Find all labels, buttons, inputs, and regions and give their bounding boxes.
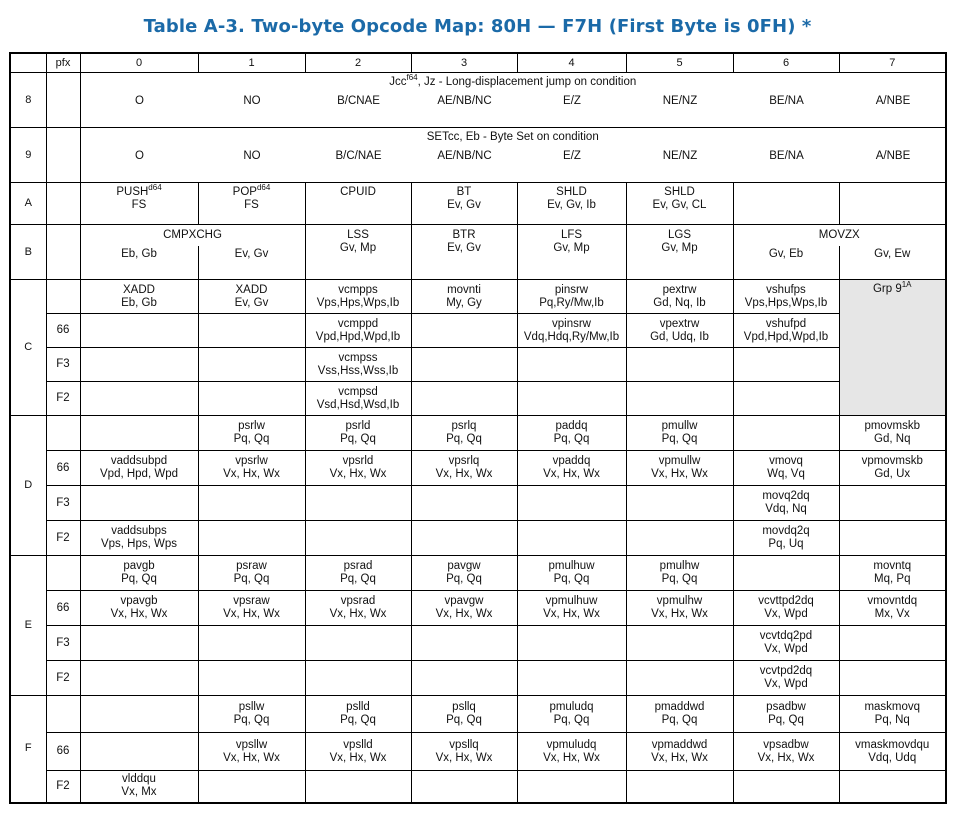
pfx-cell: 66 [46, 733, 80, 771]
opcode-cell [411, 348, 517, 382]
pfx-cell: 66 [46, 314, 80, 348]
row-label-e: E [10, 556, 46, 696]
opcode-cell: pinsrw Pq,Ry/Mw,Ib [517, 280, 626, 314]
opcode-cell: vpextrw Gd, Udq, Ib [626, 314, 733, 348]
opcode-cell: SHLD Ev, Gv, Ib [517, 183, 626, 225]
opcode-cell: BE/NA [769, 95, 804, 107]
opcode-cell: vpsrlq Vx, Hx, Wx [411, 451, 517, 486]
opcode-cell [411, 314, 517, 348]
opcode-cell: AE/NB/NC [437, 150, 492, 162]
opcode-cell [517, 348, 626, 382]
opcode-cell [80, 314, 198, 348]
opcode-cell: BE/NA [769, 150, 804, 162]
opcode-cell: vpavgb Vx, Hx, Wx [80, 591, 198, 626]
opcode-cell [517, 382, 626, 416]
opcode-cell [305, 661, 411, 696]
opcode-cell: vpsraw Vx, Hx, Wx [198, 591, 305, 626]
opcode-cell [839, 661, 946, 696]
table-row [10, 696, 946, 733]
opcode-cell: vpmulhuw Vx, Hx, Wx [517, 591, 626, 626]
opcode-cell: B/C/NAE [335, 150, 382, 162]
opcode-cell [839, 521, 946, 556]
opcode-cell: XADD Eb, Gb [80, 280, 198, 314]
pfx-cell: F2 [46, 382, 80, 416]
header-col-6: 6 [733, 53, 839, 73]
opcode-cell [80, 626, 198, 661]
opcode-cell: movdq2q Pq, Uq [733, 521, 839, 556]
header-col-3: 3 [411, 53, 517, 73]
grp9-cell: Grp $9^{1A}$ [839, 280, 946, 416]
header-row [10, 53, 946, 73]
opcode-cell: psrad Pq, Qq [305, 556, 411, 591]
table-row [10, 280, 946, 314]
opcode-cell [305, 486, 411, 521]
opcode-cell [733, 183, 839, 225]
opcode-cell [198, 521, 305, 556]
pfx-cell: F3 [46, 486, 80, 521]
pfx-cell [46, 556, 80, 591]
table-row [10, 486, 946, 521]
opcode-cell: Gv, Ew [839, 246, 946, 280]
opcode-cell [80, 382, 198, 416]
row-label-a: A [10, 183, 46, 225]
opcode-cell: psadbw Pq, Qq [733, 696, 839, 733]
opcode-cell [80, 486, 198, 521]
opcode-cell: E/Z [563, 150, 581, 162]
opcode-cell: vpmulhw Vx, Hx, Wx [626, 591, 733, 626]
opcode-cell [517, 486, 626, 521]
table-row [10, 556, 946, 591]
pfx-cell: F3 [46, 626, 80, 661]
pfx-cell: F2 [46, 661, 80, 696]
opcode-cell [839, 626, 946, 661]
opcode-cell: vcmppd Vpd,Hpd,Wpd,Ib [305, 314, 411, 348]
opcode-cell: psllw Pq, Qq [198, 696, 305, 733]
opcode-cell [305, 771, 411, 803]
header-col-0: 0 [80, 53, 198, 73]
opcode-cell [198, 661, 305, 696]
opcode-cell: vpmaddwd Vx, Hx, Wx [626, 733, 733, 771]
opcode-cell [198, 314, 305, 348]
table-row [10, 771, 946, 803]
opcode-cell: A/NBE [875, 95, 911, 107]
opcode-cell [626, 626, 733, 661]
opcode-cell [80, 696, 198, 733]
row-label-b: B [10, 225, 46, 280]
pfx-cell [46, 183, 80, 225]
opcode-cell: psraw Pq, Qq [198, 556, 305, 591]
opcode-cell: O [135, 95, 144, 107]
opcode-cell: vmaskmovdqu Vdq, Udq [839, 733, 946, 771]
opcode-cell [517, 626, 626, 661]
opcode-cell [305, 521, 411, 556]
opcode-cell: vpmuludq Vx, Hx, Wx [517, 733, 626, 771]
opcode-cell: maskmovq Pq, Nq [839, 696, 946, 733]
header-pfx: pfx [46, 53, 80, 73]
opcode-cell [411, 626, 517, 661]
opcode-cell: $POP^{d64}$ FS [198, 183, 305, 225]
opcode-cell: pmulhuw Pq, Qq [517, 556, 626, 591]
table-row [10, 733, 946, 771]
opcode-cell [626, 348, 733, 382]
row-label-9: 9 [10, 128, 46, 183]
opcode-cell: Gv, Eb [733, 246, 839, 280]
opcode-cell: movq2dq Vdq, Nq [733, 486, 839, 521]
opcode-cell: psrlw Pq, Qq [198, 416, 305, 451]
opcode-cell [517, 771, 626, 803]
row-label-f: F [10, 696, 46, 803]
opcode-cell: pmulhw Pq, Qq [626, 556, 733, 591]
opcode-cell [626, 486, 733, 521]
table-row [10, 225, 946, 246]
pfx-cell: 66 [46, 591, 80, 626]
opcode-cell [626, 661, 733, 696]
opcode-cell: movntq Mq, Pq [839, 556, 946, 591]
opcode-cell: vpmovmskb Gd, Ux [839, 451, 946, 486]
opcode-cell [733, 416, 839, 451]
opcode-cell: pavgw Pq, Qq [411, 556, 517, 591]
opcode-cell: vcmpsd Vsd,Hsd,Wsd,Ib [305, 382, 411, 416]
opcode-cell: vpsadbw Vx, Hx, Wx [733, 733, 839, 771]
opcode-cell: vpsllq Vx, Hx, Wx [411, 733, 517, 771]
opcode-cell: psllq Pq, Qq [411, 696, 517, 733]
opcode-cell [198, 486, 305, 521]
opcode-cell: vmovq Wq, Vq [733, 451, 839, 486]
opcode-cell: LSS Gv, Mp [305, 225, 411, 280]
opcode-cell [411, 771, 517, 803]
opcode-cell [80, 661, 198, 696]
table-row [10, 591, 946, 626]
opcode-cell [517, 661, 626, 696]
opcode-cell: NO [243, 150, 261, 162]
pfx-cell: F2 [46, 521, 80, 556]
table-row [10, 314, 946, 348]
opcode-cell: A/NBE [875, 150, 911, 162]
jcc-group-title: Jcc$^{f64}$, Jz - Long-displacement jump on condition [389, 73, 637, 88]
row-label-c: C [10, 280, 46, 416]
opcode-cell: pmovmskb Gd, Nq [839, 416, 946, 451]
setcc-cells [81, 150, 947, 163]
header-col-1: 1 [198, 53, 305, 73]
opcode-cell [626, 771, 733, 803]
table-row [10, 348, 946, 382]
opcode-cell [733, 556, 839, 591]
opcode-cell: NE/NZ [662, 95, 698, 107]
opcode-cell: vcmpss Vss,Hss,Wss,Ib [305, 348, 411, 382]
table-row [10, 626, 946, 661]
opcode-cell: B/CNAE [337, 95, 380, 107]
pfx-cell [46, 73, 80, 128]
opcode-cell: vcvttpd2dq Vx, Wpd [733, 591, 839, 626]
opcode-cell [198, 771, 305, 803]
jcc-group [80, 73, 946, 128]
opcode-cell: vcmpps Vps,Hps,Wps,Ib [305, 280, 411, 314]
opcode-cell: psrlq Pq, Qq [411, 416, 517, 451]
opcode-cell: vcvtpd2dq Vx, Wpd [733, 661, 839, 696]
opcode-cell: vaddsubps Vps, Hps, Wps [80, 521, 198, 556]
opcode-cell [733, 382, 839, 416]
opcode-cell [411, 486, 517, 521]
opcode-cell: vshufpd Vpd,Hpd,Wpd,Ib [733, 314, 839, 348]
opcode-cell: O [135, 150, 144, 162]
opcode-cell: movnti My, Gy [411, 280, 517, 314]
opcode-cell [626, 382, 733, 416]
table-title: Table A-3. Two-byte Opcode Map: 80H — F7H (First Byte is 0FH) * [143, 16, 812, 37]
pfx-cell [46, 696, 80, 733]
opcode-cell: LGS Gv, Mp [626, 225, 733, 280]
opcode-cell: paddq Pq, Qq [517, 416, 626, 451]
opcode-cell [626, 521, 733, 556]
table-row [10, 661, 946, 696]
opcode-cell [839, 183, 946, 225]
opcode-cell: vpavgw Vx, Hx, Wx [411, 591, 517, 626]
pfx-cell [46, 280, 80, 314]
table-row [10, 73, 946, 128]
table-row [10, 382, 946, 416]
opcode-cell: pmuludq Pq, Qq [517, 696, 626, 733]
pfx-cell [46, 416, 80, 451]
opcode-cell: pavgb Pq, Qq [80, 556, 198, 591]
opcode-cell [198, 626, 305, 661]
opcode-map-table [9, 52, 947, 804]
opcode-cell: pextrw Gd, Nq, Ib [626, 280, 733, 314]
opcode-cell: vpslld Vx, Hx, Wx [305, 733, 411, 771]
opcode-cell: E/Z [563, 95, 581, 107]
opcode-cell: BTR Ev, Gv [411, 225, 517, 280]
opcode-cell: vpsrlw Vx, Hx, Wx [198, 451, 305, 486]
row-label-8: 8 [10, 73, 46, 128]
row-label-d: D [10, 416, 46, 556]
opcode-cell: vaddsubpd Vpd, Hpd, Wpd [80, 451, 198, 486]
movzx-group-title: MOVZX [733, 225, 946, 246]
opcode-cell: vpmullw Vx, Hx, Wx [626, 451, 733, 486]
opcode-cell: pmullw Pq, Qq [626, 416, 733, 451]
opcode-cell: pmaddwd Pq, Qq [626, 696, 733, 733]
opcode-cell [839, 771, 946, 803]
pfx-cell [46, 128, 80, 183]
opcode-cell: vshufps Vps,Hps,Wps,Ib [733, 280, 839, 314]
table-row [10, 128, 946, 183]
opcode-cell: pslld Pq, Qq [305, 696, 411, 733]
opcode-cell [80, 733, 198, 771]
opcode-cell: Ev, Gv [198, 246, 305, 280]
opcode-cell [198, 348, 305, 382]
opcode-cell: Eb, Gb [80, 246, 198, 280]
opcode-cell: vpsllw Vx, Hx, Wx [198, 733, 305, 771]
opcode-cell: vpsrld Vx, Hx, Wx [305, 451, 411, 486]
header-col-5: 5 [626, 53, 733, 73]
opcode-cell: vcvtdq2pd Vx, Wpd [733, 626, 839, 661]
opcode-cell: $PUSH^{d64}$ FS [80, 183, 198, 225]
header-blank [10, 53, 46, 73]
table-row [10, 521, 946, 556]
opcode-cell: NE/NZ [662, 150, 698, 162]
table-row [10, 183, 946, 225]
cmpxchg-group-title: CMPXCHG [80, 225, 305, 246]
opcode-cell: AE/NB/NC [437, 95, 492, 107]
opcode-cell [411, 661, 517, 696]
opcode-cell: SHLD Ev, Gv, CL [626, 183, 733, 225]
opcode-cell: vpinsrw Vdq,Hdq,Ry/Mw,Ib [517, 314, 626, 348]
opcode-cell [411, 521, 517, 556]
opcode-cell: XADD Ev, Gv [198, 280, 305, 314]
jcc-cells [81, 95, 947, 108]
header-col-4: 4 [517, 53, 626, 73]
opcode-cell [80, 416, 198, 451]
table-row [10, 451, 946, 486]
opcode-cell: NO [243, 95, 261, 107]
opcode-cell: BT Ev, Gv [411, 183, 517, 225]
opcode-cell [839, 486, 946, 521]
opcode-cell [198, 382, 305, 416]
opcode-cell: CPUID [305, 183, 411, 225]
pfx-cell [46, 225, 80, 280]
pfx-cell: F3 [46, 348, 80, 382]
opcode-cell [517, 521, 626, 556]
opcode-cell [305, 626, 411, 661]
opcode-cell [733, 771, 839, 803]
header-col-2: 2 [305, 53, 411, 73]
header-col-7: 7 [839, 53, 946, 73]
opcode-cell: vmovntdq Mx, Vx [839, 591, 946, 626]
pfx-cell: F2 [46, 771, 80, 803]
setcc-group-title: SETcc, Eb - Byte Set on condition [426, 131, 599, 143]
table-row [10, 416, 946, 451]
opcode-cell [411, 382, 517, 416]
opcode-cell: vpaddq Vx, Hx, Wx [517, 451, 626, 486]
pfx-cell: 66 [46, 451, 80, 486]
opcode-cell [80, 348, 198, 382]
opcode-cell: vpsrad Vx, Hx, Wx [305, 591, 411, 626]
opcode-cell: psrld Pq, Qq [305, 416, 411, 451]
setcc-group [80, 128, 946, 183]
opcode-cell: LFS Gv, Mp [517, 225, 626, 280]
opcode-cell: vlddqu Vx, Mx [80, 771, 198, 803]
opcode-cell [733, 348, 839, 382]
